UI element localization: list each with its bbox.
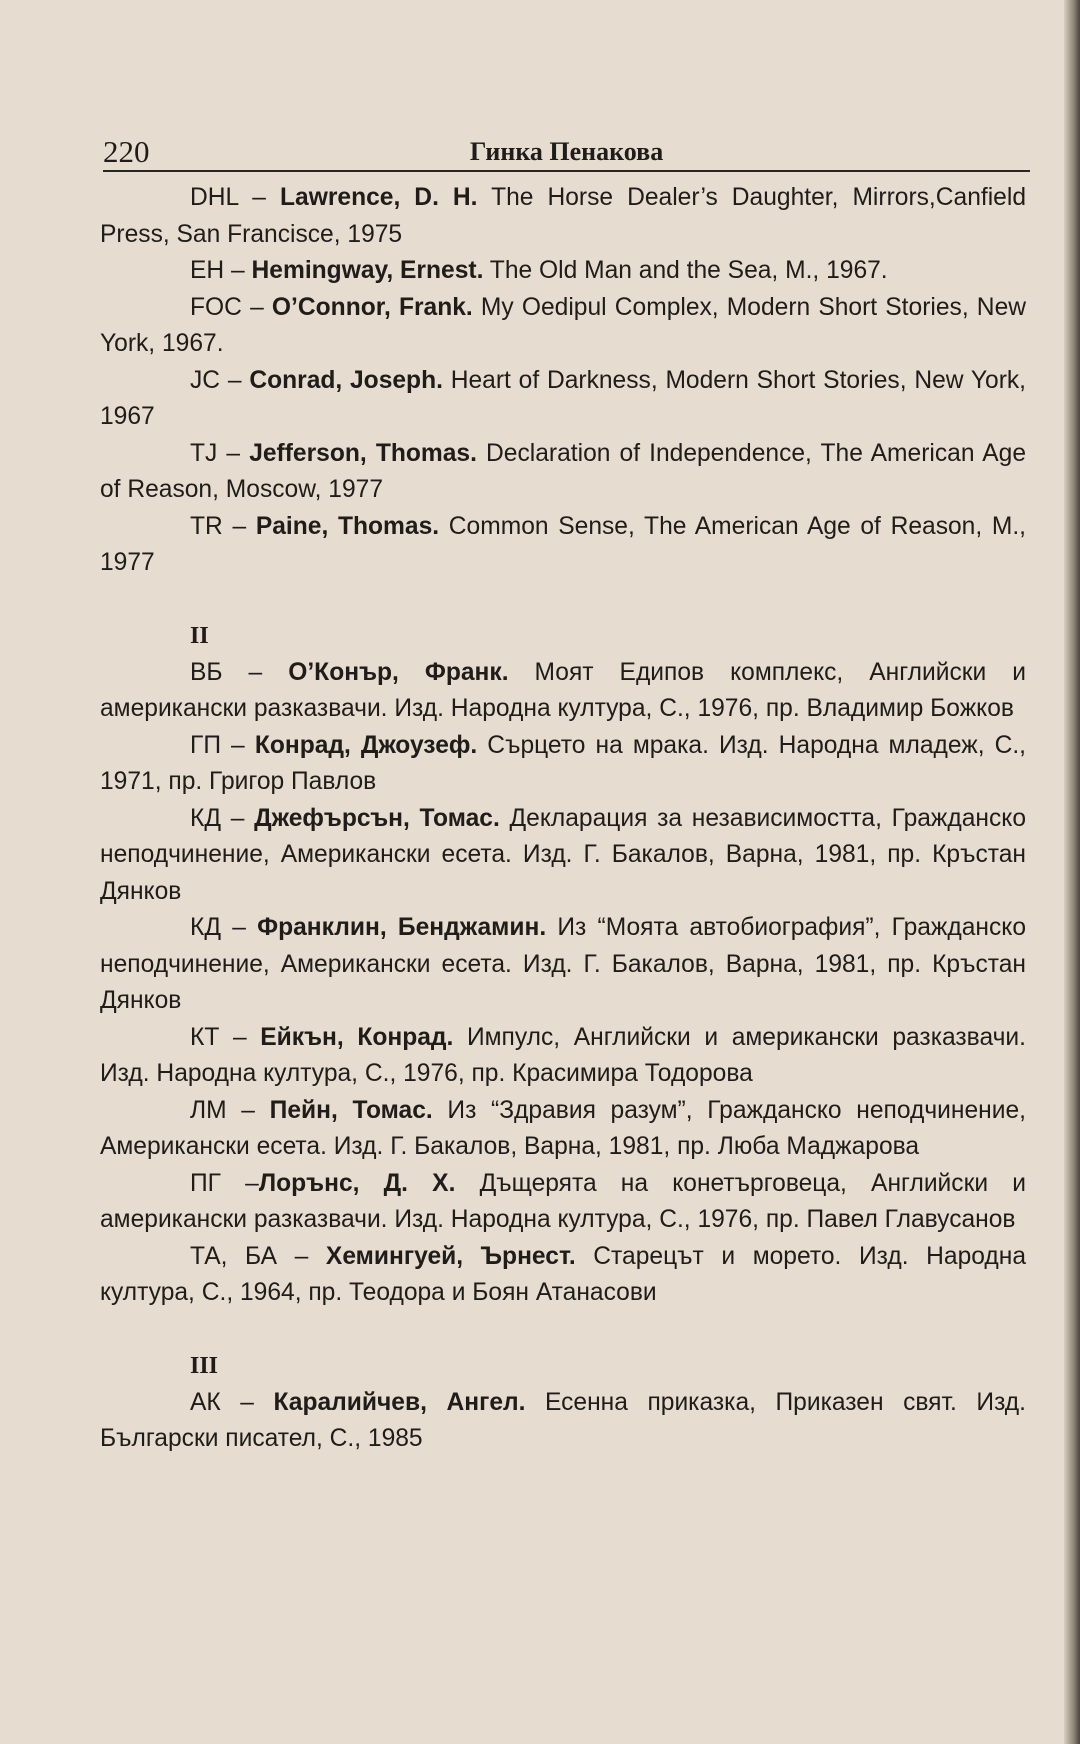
entry-details: My Oedipul Complex, Modern Short Stories, New York, 1967.	[100, 293, 1027, 357]
bib-entry	[100, 801, 1026, 911]
entry-details: Моят Едипов комплекс, Английски и американски разказвачи. Изд. Народна култура, С., 1976, пр. Владимир Божков	[100, 658, 1026, 722]
section-gap	[100, 1312, 1026, 1349]
entry-separator: –	[220, 804, 255, 832]
entry-details: Из “Моята автобиография”, Гражданско неподчинение, Американски есета. Изд. Г. Бакалов, Варна, 1981, пр. Кръстан Дянков	[100, 914, 1026, 1014]
bib-entry	[100, 1239, 1026, 1312]
bib-entry	[100, 655, 1026, 728]
entry-details: Сърцето на мрака. Изд. Народна младеж, С., 1971, пр. Григор Павлов	[100, 731, 1027, 795]
entry-details: The Old Man and the Sea, M., 1967.	[483, 257, 888, 284]
entry-details: Declaration of Independence, The American Age of Reason, Moscow, 1977	[100, 439, 1026, 503]
bib-entry	[100, 728, 1026, 801]
entry-separator: –	[238, 184, 280, 211]
page-number: 220	[103, 134, 150, 169]
bib-entry	[100, 1093, 1026, 1166]
entry-details: Из “Здравия разум”, Гражданско неподчинение, Американски есета. Изд. Г. Бакалов, Варна, 1981, пр. Люба Маджарова	[100, 1096, 1026, 1160]
entry-author: Хемингуей, Ърнест.	[325, 1242, 576, 1270]
page-edge-shadow	[1064, 0, 1080, 1744]
entry-code: АК	[190, 1388, 221, 1416]
entry-details: Есенна приказка, Приказен свят. Изд. Български писател, С., 1985	[100, 1388, 1026, 1452]
bib-entry	[100, 290, 1026, 363]
entry-code: DHL	[190, 184, 239, 211]
entry-author: Лорънс, Д. Х.	[258, 1169, 456, 1197]
entry-author: Джефърсън, Томас.	[254, 804, 500, 832]
entry-code: TJ	[190, 439, 218, 467]
entry-code: ВБ	[190, 658, 223, 686]
entry-author: Paine, Thomas.	[255, 512, 440, 540]
entry-author: O’Connor, Frank.	[271, 293, 473, 321]
entry-code: КД	[190, 914, 221, 941]
entry-separator: –	[221, 731, 255, 759]
entry-details: Heart of Darkness, Modern Short Stories, New York, 1967	[100, 366, 1027, 430]
entry-author: Конрад, Джоузеф.	[254, 731, 478, 759]
entry-details: Дъщерята на конетърговеца, Английски и американски разказвачи. Изд. Народна култура, С., 1976, пр. Павел Главусанов	[100, 1169, 1027, 1233]
section-label: III	[190, 1353, 219, 1379]
entry-separator: –	[220, 1388, 274, 1416]
entry-code: КТ	[190, 1023, 220, 1051]
bibliography	[100, 180, 1026, 1458]
entry-separator: –	[217, 439, 250, 467]
entry-author: О’Конър, Франк.	[288, 658, 509, 686]
bib-entry	[100, 436, 1026, 509]
entry-separator: –	[222, 512, 256, 540]
entry-code: JC	[190, 366, 221, 394]
entry-separator: –	[220, 366, 250, 394]
bib-entry	[100, 509, 1026, 582]
entry-separator: –	[277, 1242, 326, 1270]
entry-author: Франклин, Бенджамин.	[257, 914, 547, 941]
entry-separator: –	[226, 1096, 270, 1124]
entry-code: КД	[190, 804, 221, 832]
page-header	[103, 126, 1030, 172]
bib-entry	[100, 1020, 1026, 1093]
entry-author: Hemingway, Ernest.	[251, 257, 484, 284]
entry-details: Декларация за независимостта, Гражданско неподчинение, Американски есета. Изд. Г. Бакалов, Варна, 1981, пр. Кръстан Дянков	[100, 804, 1027, 905]
entry-details: Импулс, Английски и американски разказвачи. Изд. Народна култура, С., 1976, пр. Красимира Тодорова	[100, 1023, 1026, 1087]
bib-entry	[100, 1166, 1026, 1239]
entry-author: Jefferson, Thomas.	[249, 439, 477, 467]
entry-details: The Horse Dealer’s Daughter, Mirrors,Canfield Press, San Franciscе, 1975	[100, 184, 1026, 248]
entry-code: ГП	[190, 731, 221, 759]
entry-author: Пейн, Томас.	[269, 1096, 433, 1124]
entry-details: Старецът и морето. Изд. Народна култура, С., 1964, пр. Теодора и Боян Атанасови	[100, 1242, 1026, 1306]
entry-code: ТА, БА	[190, 1242, 278, 1270]
entry-separator: –	[224, 257, 252, 284]
entry-separator: –	[222, 658, 289, 686]
entry-code: EH	[190, 257, 225, 284]
entry-separator: –	[219, 1023, 261, 1051]
bib-entry	[100, 910, 1026, 1020]
bib-entry	[100, 253, 1026, 290]
entry-author: Conrad, Joseph.	[249, 366, 443, 394]
entry-details: Common Sense, The American Age of Reason, M., 1977	[100, 512, 1027, 576]
entry-code: ПГ	[190, 1169, 221, 1197]
entry-code: TR	[190, 512, 223, 540]
entry-author: Ейкън, Конрад.	[260, 1023, 454, 1051]
running-head: Гинка Пенакова	[469, 137, 664, 166]
entry-code: FOC	[190, 293, 242, 321]
entry-separator: –	[241, 293, 272, 321]
section-gap	[100, 582, 1026, 619]
entry-separator: –	[220, 914, 258, 941]
entry-separator: –	[221, 1169, 259, 1197]
bib-entry	[100, 180, 1026, 253]
bib-entry	[100, 1385, 1026, 1458]
bib-entry	[100, 363, 1026, 436]
section-label: II	[190, 623, 209, 649]
entry-code: ЛМ	[190, 1096, 227, 1124]
entry-author: Каралийчев, Ангел.	[273, 1388, 526, 1416]
entry-author: Lawrence, D. H.	[280, 184, 478, 211]
